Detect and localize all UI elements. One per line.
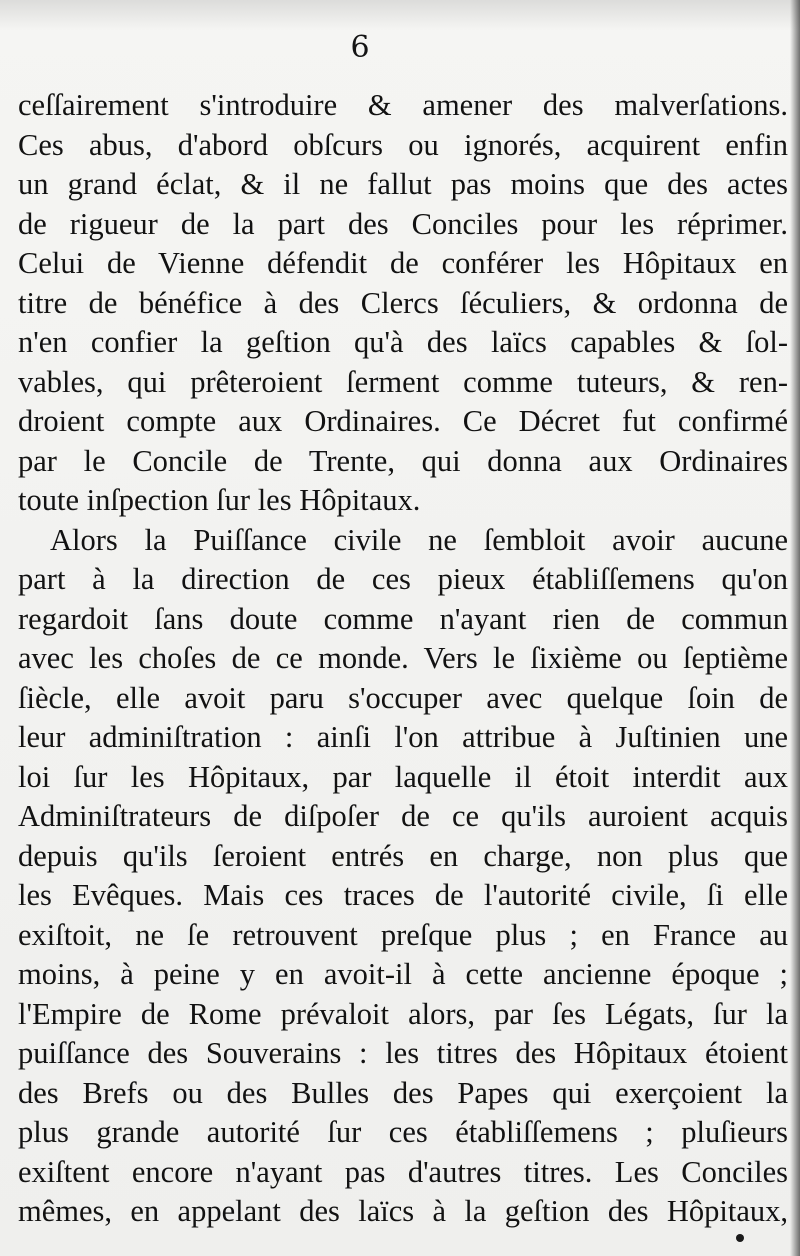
text-line: loi ſur les Hôpitaux, par laquelle il étoit interdit aux [18,759,788,794]
text-line: droient compte aux Ordinaires. Ce Décret fut confirmé [18,404,788,438]
text-line: toute inſpection ſur les Hôpitaux. [18,483,421,517]
text-line: n'en confier la geſtion qu'à des laïcs capables & ſol- [18,325,788,359]
text-line: les Evêques. Mais ces traces de l'autorité civile, ſi elle [18,878,788,912]
text-line: moins, à peine y en avoit-il à cette ancienne époque ; [18,957,788,991]
text-line: un grand éclat, & il ne fallut pas moins que des actes [18,167,788,201]
text-line: puiſſance des Souverains : les titres des Hôpitaux étoient [18,1036,788,1070]
text-line: Alors la Puiſſance civile ne ſembloit avoir aucune [50,522,788,557]
page-number: 6 [350,30,370,65]
text-line: des Brefs ou des Bulles des Papes qui exerçoient la [18,1075,788,1110]
text-line: ceſſairement s'introduire & amener des malverſations. [18,88,788,122]
text-line: depuis qu'ils ſeroient entrés en charge, non plus que [18,838,788,873]
text-line: l'Empire de Rome prévaloit alors, par ſes Légats, ſur la [18,996,788,1031]
text-line: vables, qui prêteroient ſerment comme tuteurs, & ren- [18,364,788,399]
text-line: mêmes, en appelant des laïcs à la geſtion des Hôpitaux, [18,1194,788,1228]
text-line: titre de bénéfice à des Clercs ſéculiers, & ordonna de [18,285,788,320]
text-line: part à la direction de ces pieux établiſſemens qu'on [18,562,788,596]
text-line: Celui de Vienne défendit de conférer les Hôpitaux en [18,246,788,280]
text-line: Ces abus, d'abord obſcurs ou ignorés, acquirent enfin [18,127,788,162]
text-line: leur adminiſtration : ainſi l'on attribue à Juſtinien une [18,720,788,754]
text-line: ſiècle, elle avoit paru s'occuper avec quelque ſoin de [18,680,788,715]
text-line: avec les choſes de ce monde. Vers le ſixième ou ſeptième [18,641,788,675]
text-line: exiſtent encore n'ayant pas d'autres titres. Les Conciles [18,1154,788,1189]
body-text [18,86,788,1232]
text-line: regardoit ſans doute comme n'ayant rien de commun [18,601,788,636]
text-line: de rigueur de la part des Conciles pour les réprimer. [18,206,788,241]
text-line: plus grande autorité ſur ces établiſſemens ; pluſieurs [18,1115,788,1149]
text-line: exiſtoit, ne ſe retrouvent preſque plus ; en France au [18,917,788,952]
ink-dot [736,1234,744,1242]
text-line: Adminiſtrateurs de diſpoſer de ce qu'ils auroient acquis [18,799,788,833]
text-line: par le Concile de Trente, qui donna aux Ordinaires [18,443,788,478]
